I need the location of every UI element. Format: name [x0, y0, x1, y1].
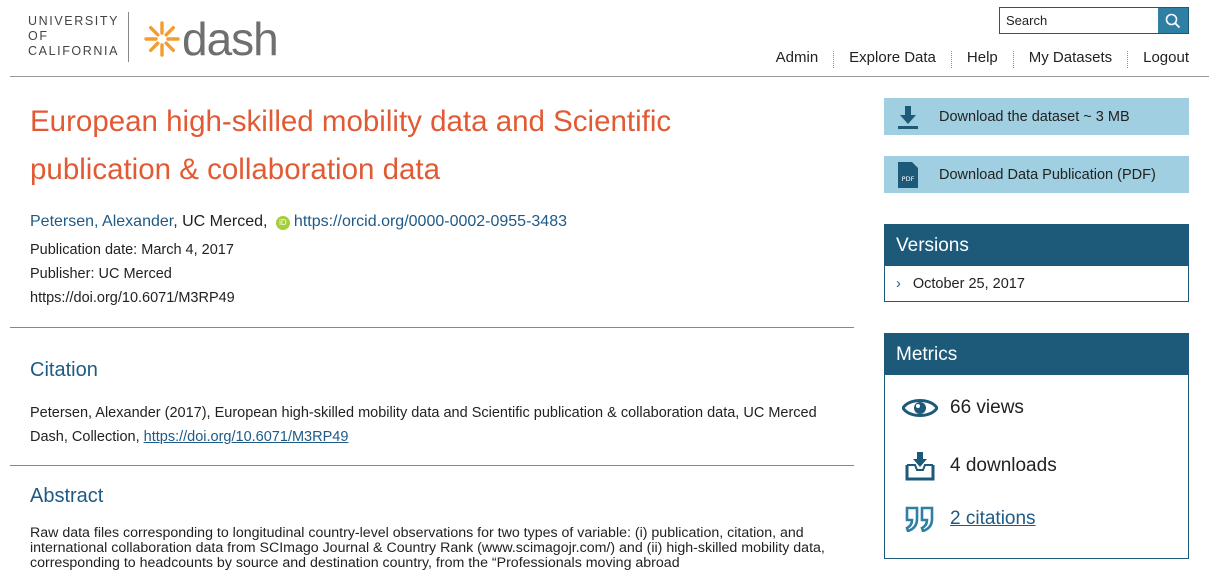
dash-star-icon — [144, 21, 180, 57]
metrics-heading: Metrics — [885, 334, 1188, 375]
download-icon — [897, 105, 919, 129]
views-count: 66 views — [950, 397, 1024, 418]
chevron-right-icon: › — [896, 275, 901, 292]
metrics-panel — [884, 333, 1189, 559]
abstract-heading: Abstract — [30, 485, 104, 507]
nav-explore-data[interactable]: Explore Data — [849, 49, 936, 66]
nav-logout[interactable]: Logout — [1143, 49, 1189, 66]
eye-icon — [902, 396, 938, 420]
abstract-text: Raw data files corresponding to longitudinal country-level observations for two types of variable: (i) publication, citation, and international collaboration data from SCImago Journal & Country Rank (www.scimagojr.com/) and (ii) high-skilled mobility data, corresponding to headcounts by source and destination country, from the “Professionals moving abroad — [30, 525, 825, 571]
uc-logo-line: OF — [28, 29, 49, 43]
download-pdf-label: Download Data Publication (PDF) — [939, 166, 1156, 183]
downloads-count: 4 downloads — [950, 455, 1057, 476]
versions-panel — [884, 224, 1189, 302]
uc-logo-line: UNIVERSITY — [28, 14, 120, 28]
download-tray-icon — [904, 451, 936, 481]
search-button[interactable] — [1158, 8, 1188, 33]
author-affiliation: , UC Merced, — [173, 213, 268, 230]
pdf-icon-label: PDF — [901, 174, 915, 183]
uc-logo[interactable] — [28, 14, 119, 59]
search-icon — [1165, 13, 1181, 29]
search-input[interactable] — [1000, 8, 1158, 33]
dash-logo[interactable] — [144, 14, 278, 64]
download-pdf-button[interactable] — [884, 156, 1189, 193]
nav-help[interactable]: Help — [966, 49, 998, 66]
quote-icon — [905, 506, 935, 532]
nav-admin[interactable]: Admin — [775, 49, 819, 66]
downloads-metric — [902, 451, 1057, 481]
author-line — [30, 213, 567, 231]
doi-text: https://doi.org/10.6071/M3RP49 — [30, 290, 235, 306]
logo-divider — [128, 12, 129, 62]
nav-my-datasets[interactable]: My Datasets — [1028, 49, 1113, 66]
citation-body: Petersen, Alexander (2017), European high-skilled mobility data and Scientific publication & collaboration data, UC Merced Dash, Collection, — [30, 405, 817, 445]
section-divider — [10, 327, 854, 328]
uc-logo-line: CALIFORNIA — [28, 44, 120, 58]
pdf-icon — [898, 162, 918, 188]
section-divider — [10, 465, 854, 466]
main-nav — [761, 49, 1189, 68]
orcid-link[interactable]: https://orcid.org/0000-0002-0955-3483 — [293, 213, 567, 230]
citations-metric — [902, 506, 1036, 532]
citation-heading: Citation — [30, 359, 98, 381]
publisher: Publisher: UC Merced — [30, 266, 172, 282]
publication-date: Publication date: March 4, 2017 — [30, 242, 234, 258]
citation-doi-link[interactable]: https://doi.org/10.6071/M3RP49 — [143, 429, 349, 445]
version-item[interactable] — [885, 266, 1188, 301]
versions-heading: Versions — [885, 225, 1188, 266]
citations-link[interactable]: 2 citations — [950, 508, 1036, 529]
dash-logo-text: dash — [182, 13, 278, 65]
views-metric — [902, 396, 1024, 420]
version-date: October 25, 2017 — [912, 275, 1025, 292]
search-box — [999, 7, 1189, 34]
author-link[interactable]: Petersen, Alexander — [30, 213, 174, 230]
download-dataset-label: Download the dataset ~ 3 MB — [939, 108, 1130, 125]
download-dataset-button[interactable] — [884, 98, 1189, 135]
orcid-icon: iD — [276, 216, 290, 230]
header-divider — [10, 76, 1209, 77]
citation-text — [30, 401, 830, 449]
page-title: European high-skilled mobility data and Scientific publication & collaboration data — [30, 105, 672, 186]
